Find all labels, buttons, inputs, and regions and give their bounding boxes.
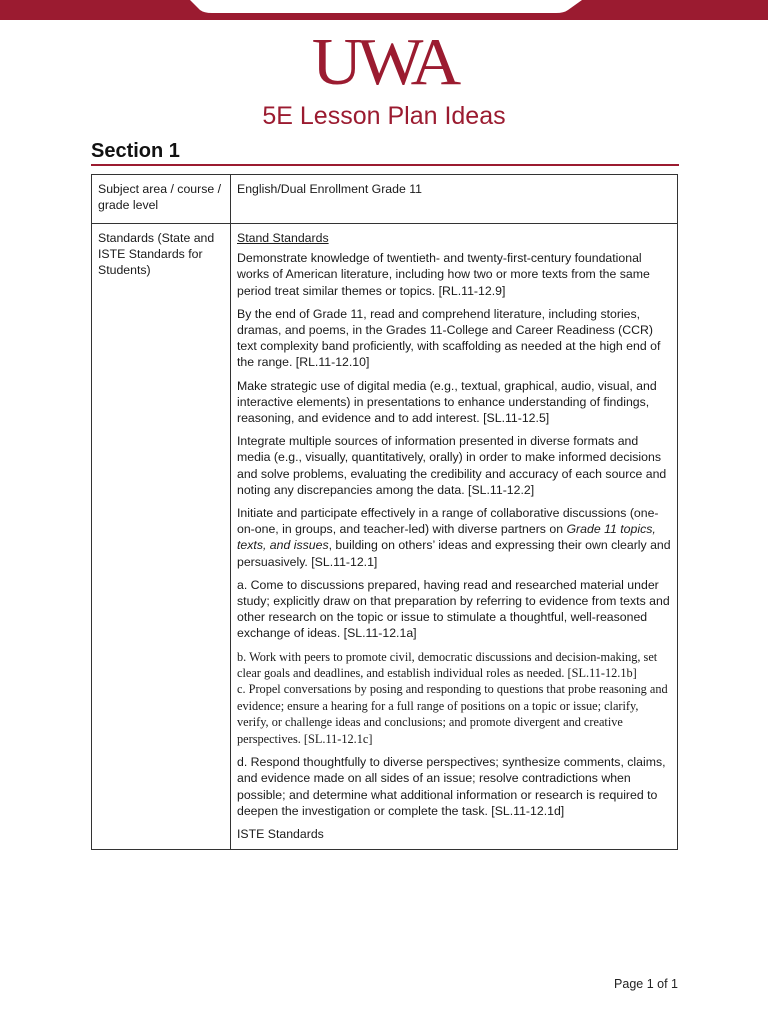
collab-text-end: , building on others’ ideas and expressing their own clearly and persuasively. [SL.11-12.1]	[237, 538, 671, 569]
lesson-plan-table	[91, 174, 678, 850]
standards-heading: Stand Standards	[237, 231, 329, 245]
standard-item-a: a. Come to discussions prepared, having read and researched material under study; explicitly draw on that preparation by referring to evidence from texts and other research on the topic or issue to stimulate a thoughtful, well-reasoned exchange of ideas. [SL.11-12.1a]	[237, 577, 670, 641]
standard-paragraph: Demonstrate knowledge of twentieth- and twenty-first-century foundational works of American literature, including how two or more texts from the same period treat similar themes or topics. [RL.11-12.9]	[237, 251, 650, 298]
page-title: 5E Lesson Plan Ideas	[262, 102, 506, 130]
collab-text: Initiate and participate effectively in a range of collaborative discussions (one-on-one, in groups, and teacher-led) with diverse partners on	[237, 506, 659, 537]
table-row	[92, 175, 678, 224]
collab-italic-text: Grade 11 topics, texts, and issues	[237, 522, 656, 553]
standard-paragraph: Integrate multiple sources of information presented in diverse formats and media (e.g., visually, quantitatively, orally) in order to make informed decisions and solve problems, evaluating the credibility and accuracy of each source and noting any discrepancies among the data. [SL.11-12.2]	[237, 434, 667, 497]
standard-item-b: b. Work with peers to promote civil, democratic discussions and decision-making, set clear goals and deadlines, and establish individual roles as needed. [SL.11-12.1b]	[237, 649, 658, 681]
top-banner	[0, 0, 768, 20]
section-title: Section 1	[91, 140, 180, 162]
standard-item-c: c. Propel conversations by posing and responding to questions that probe reasoning and evidence; ensure a hearing for a full range of positions on a topic or issue; clarify, verify, or challenge ideas and conclusions; and promote divergent and creative perspectives. [SL.11-12.1c]	[237, 682, 668, 746]
table-row	[92, 224, 678, 850]
row-value: English/Dual Enrollment Grade 11	[231, 175, 678, 224]
standard-paragraph: Make strategic use of digital media (e.g., textual, graphical, audio, visual, and interactive elements) in presentations to enhance understanding of findings, reasoning, and evidence and to add interest. [SL.11-12.5]	[237, 378, 657, 426]
page-number: Page 1 of 1	[614, 977, 678, 991]
row-label: Standards (State and ISTE Standards for Students)	[92, 224, 231, 850]
standards-cell	[231, 224, 678, 850]
section-divider	[91, 164, 679, 166]
iste-standards-heading: ISTE Standards	[237, 826, 324, 841]
standard-item-d: d. Respond thoughtfully to diverse perspectives; synthesize comments, claims, and evidence made on all sides of an issue; resolve contradictions when possible; and determine what additional information or research is required to deepen the investigation or complete the task. [SL.11-12.1d]	[237, 755, 666, 818]
standard-paragraph-collab	[237, 505, 673, 570]
uwa-logo: UWA	[311, 25, 457, 100]
standard-paragraph: By the end of Grade 11, read and comprehend literature, including stories, dramas, and poems, in the Grades 11-College and Career Readiness (CCR) text complexity band proficiently, with scaffolding as needed at the high end of the range. [RL.11-12.10]	[237, 306, 661, 370]
row-label: Subject area / course / grade level	[92, 175, 231, 224]
